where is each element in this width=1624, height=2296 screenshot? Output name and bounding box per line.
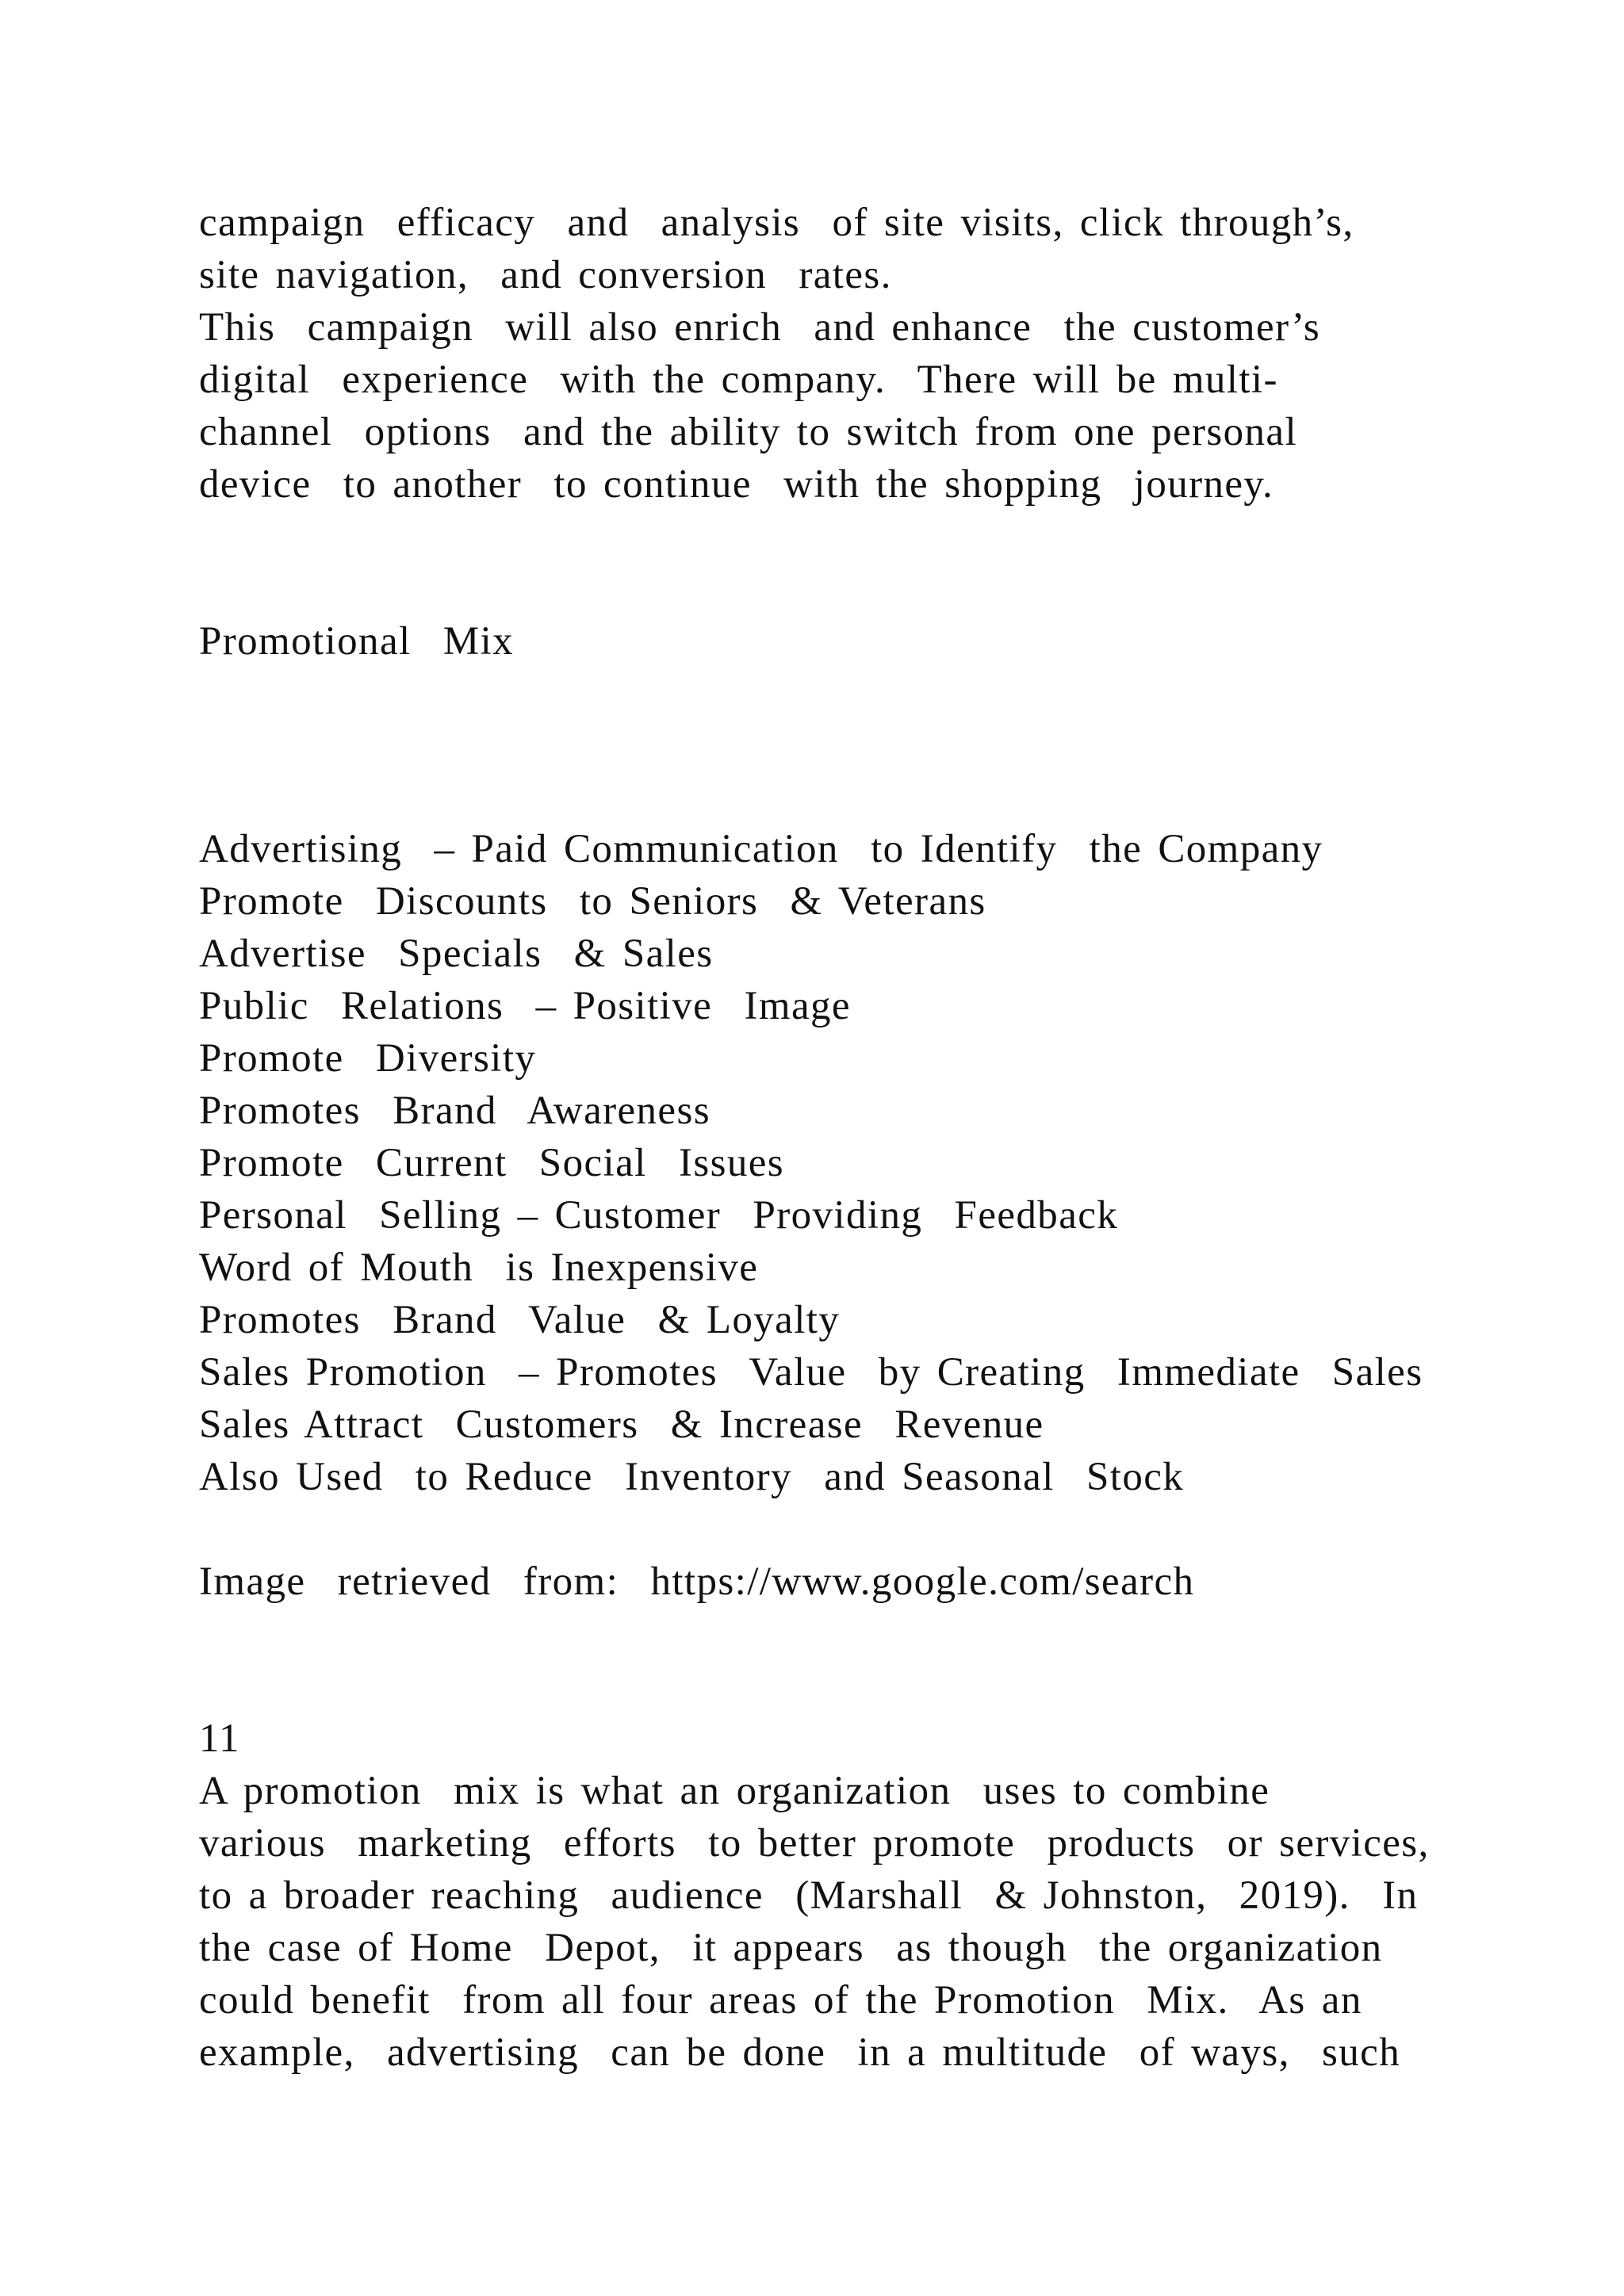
mix-item: Promote Discounts to Seniors & Veterans bbox=[199, 879, 986, 924]
body-line: A promotion mix is what an organization uses to combine bbox=[199, 1769, 1270, 1813]
intro-line: site navigation, and conversion rates. bbox=[199, 253, 892, 297]
body-line: to a broader reaching audience (Marshall & Johnston, 2019). In bbox=[199, 1873, 1419, 1918]
mix-item: Promotes Brand Awareness bbox=[199, 1089, 710, 1133]
body-line: various marketing efforts to better promote products or services, bbox=[199, 1821, 1430, 1866]
mix-item: Promotes Brand Value & Loyalty bbox=[199, 1298, 841, 1342]
intro-line: device to another to continue with the shopping journey. bbox=[199, 462, 1274, 507]
intro-line: This campaign will also enrich and enhance the customer’s bbox=[199, 305, 1321, 350]
mix-item: Personal Selling – Customer Providing Feedback bbox=[199, 1193, 1119, 1238]
page-number: 11 bbox=[199, 1716, 240, 1761]
body-line: example, advertising can be done in a multitude of ways, such bbox=[199, 2030, 1401, 2075]
mix-item: Promote Current Social Issues bbox=[199, 1141, 785, 1185]
mix-item: Word of Mouth is Inexpensive bbox=[199, 1246, 759, 1290]
body-line: could benefit from all four areas of the Promotion Mix. As an bbox=[199, 1978, 1362, 2022]
mix-item: Sales Attract Customers & Increase Revenue bbox=[199, 1402, 1044, 1447]
section-heading: Promotional Mix bbox=[199, 619, 515, 664]
mix-item: Advertising – Paid Communication to Identify the Company bbox=[199, 827, 1323, 871]
mix-item: Sales Promotion – Promotes Value by Creating Immediate Sales bbox=[199, 1350, 1423, 1395]
mix-item: Promote Diversity bbox=[199, 1036, 537, 1081]
mix-item: Also Used to Reduce Inventory and Seasonal Stock bbox=[199, 1455, 1185, 1499]
intro-line: campaign efficacy and analysis of site visits, click through’s, bbox=[199, 201, 1354, 245]
intro-line: digital experience with the company. There will be multi- bbox=[199, 358, 1278, 402]
mix-item: Advertise Specials & Sales bbox=[199, 932, 714, 976]
image-source-note: Image retrieved from: https://www.google.com/search bbox=[199, 1559, 1195, 1604]
mix-item: Public Relations – Positive Image bbox=[199, 984, 851, 1028]
body-line: the case of Home Depot, it appears as though the organization bbox=[199, 1926, 1383, 1970]
intro-line: channel options and the ability to switch from one personal bbox=[199, 410, 1298, 454]
